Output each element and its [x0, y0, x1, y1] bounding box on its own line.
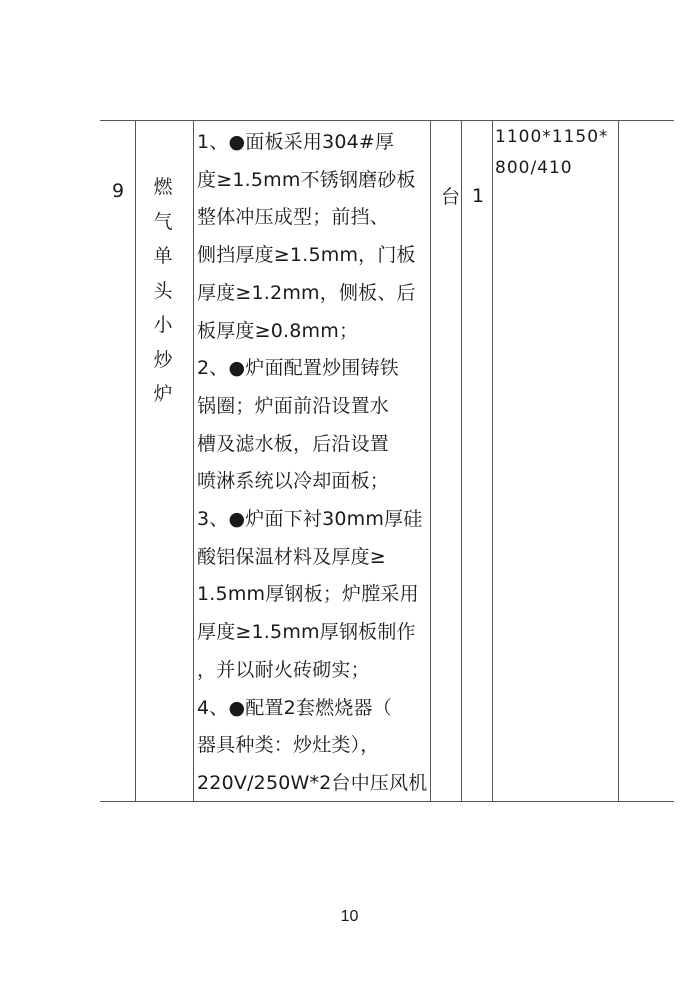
- description-line: 2、●炉面配置炒围铸铁: [197, 357, 399, 380]
- product-name-char: 燃: [153, 176, 173, 198]
- product-description: [197, 124, 429, 803]
- product-name-char: 炒: [153, 348, 173, 371]
- description-line: 度≥1.5mm不锈钢磨砂板: [197, 168, 416, 191]
- col-divider: [492, 120, 493, 802]
- dimensions-cell: [495, 122, 609, 184]
- description-line: 器具种类：炒灶类），: [197, 734, 380, 757]
- product-name-char: 头: [153, 279, 173, 302]
- unit-cell: 台: [441, 186, 461, 208]
- description-line: 220V/250W*2台中压风机: [197, 771, 428, 794]
- description-line: 1、●面板采用304#厚: [197, 131, 395, 153]
- col-divider: [430, 120, 431, 802]
- description-line: 侧挡厚度≥1.5mm，门板: [197, 244, 416, 267]
- description-line: 喷淋系统以冷却面板；: [197, 470, 390, 493]
- col-divider: [135, 120, 136, 802]
- product-name: [143, 170, 183, 412]
- dimensions-line: 800/410: [495, 158, 573, 178]
- description-line: ，并以耐火砖砌实；: [197, 658, 370, 681]
- product-name-char: 小: [153, 314, 173, 336]
- dimensions-line: 1100*1150*: [495, 127, 609, 147]
- description-line: 整体冲压成型；前挡、: [197, 206, 390, 229]
- description-line: 板厚度≥0.8mm；: [197, 319, 359, 342]
- col-divider: [618, 120, 619, 802]
- quantity-cell: 1: [472, 185, 485, 207]
- description-line: 锅圈；炉面前沿设置水: [197, 394, 390, 417]
- product-name-char: 炉: [153, 383, 173, 405]
- description-line: 3、●炉面下衬30mm厚硅: [197, 508, 423, 531]
- description-line: 槽及滤水板，后沿设置: [197, 432, 390, 455]
- row-index: 9: [112, 180, 125, 202]
- table-top-border: [100, 120, 674, 121]
- description-line: 厚度≥1.5mm厚钢板制作: [197, 621, 416, 644]
- col-divider: [193, 120, 194, 802]
- description-line: 4、●配置2套燃烧器（: [197, 696, 392, 719]
- page-number: 10: [340, 908, 359, 925]
- description-line: 酸铝保温材料及厚度≥: [197, 545, 386, 568]
- col-divider: [461, 120, 462, 802]
- product-name-char: 气: [153, 210, 173, 233]
- description-line: 厚度≥1.2mm，侧板、后: [197, 281, 416, 304]
- product-name-char: 单: [153, 245, 173, 267]
- description-line: 1.5mm厚钢板；炉膛采用: [197, 583, 419, 606]
